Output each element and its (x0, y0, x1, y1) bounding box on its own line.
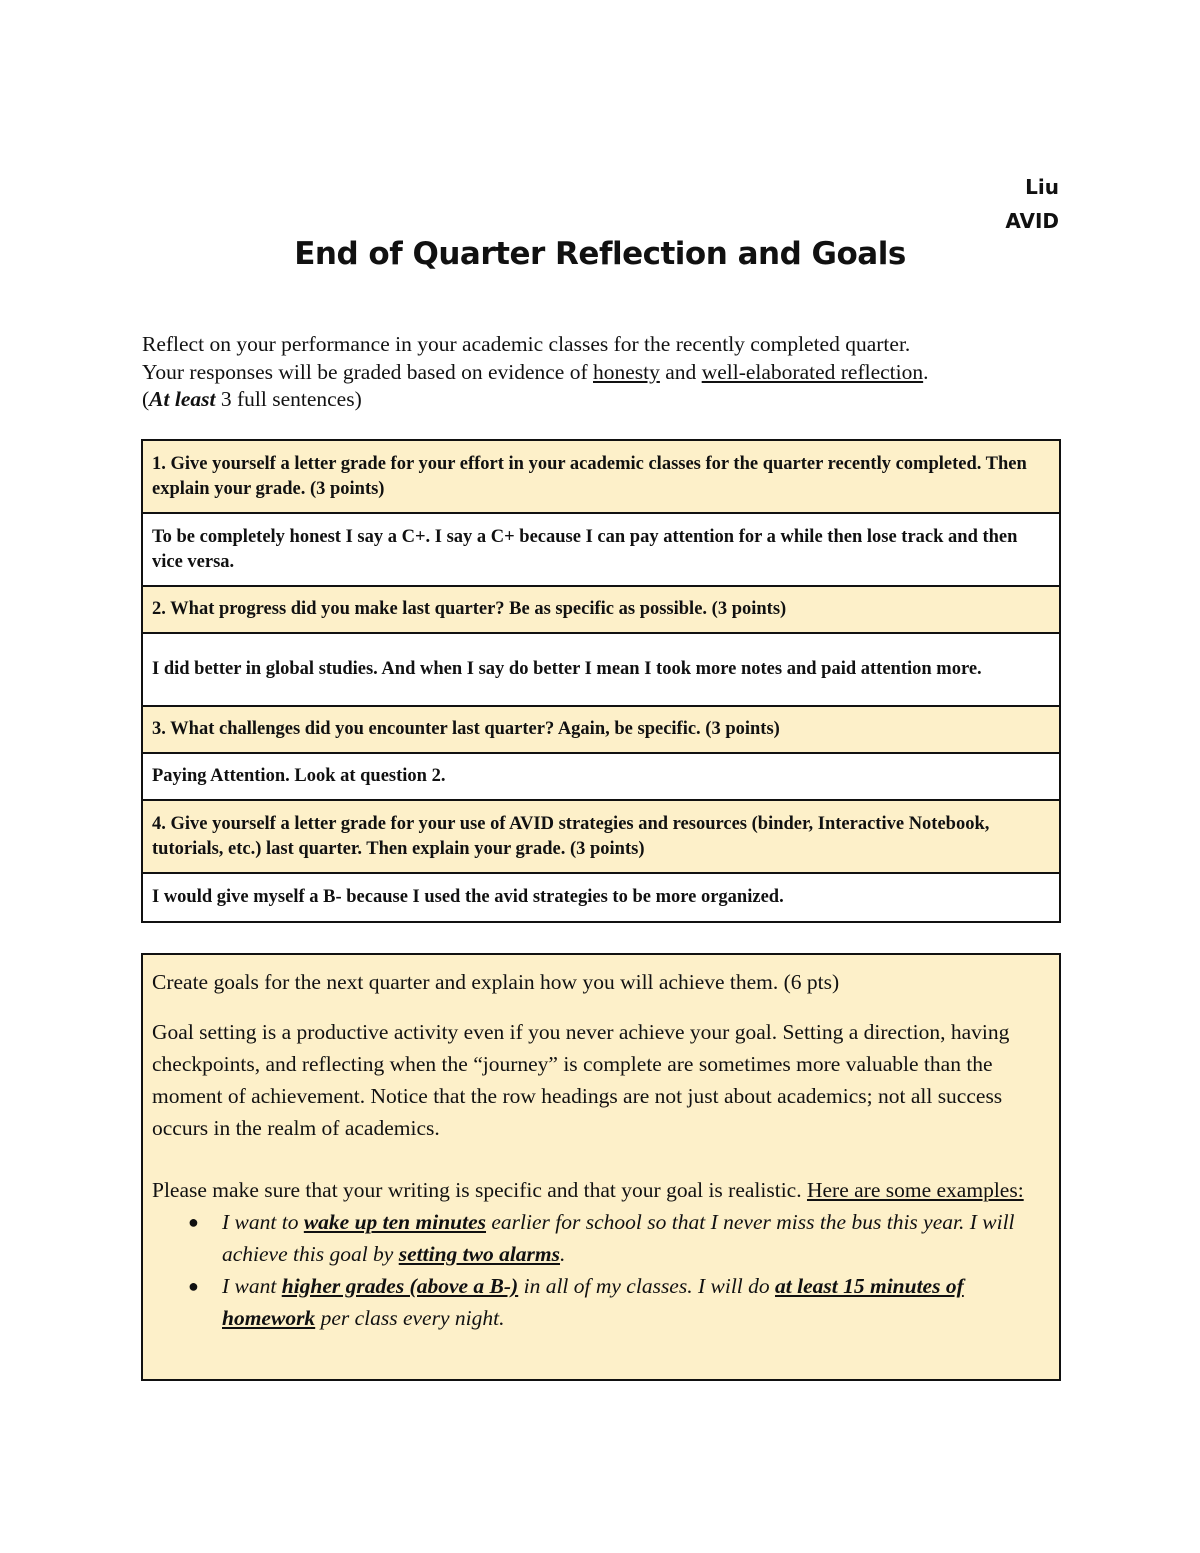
answer-text: To be completely honest I say a C+. I say a C+ because I can pay attention for a while then lose track and then vice versa. (152, 526, 1018, 572)
answer-row-4[interactable] (143, 874, 1059, 921)
goals-box (141, 953, 1061, 1381)
example-emphasis: higher grades (above a B-) (281, 1274, 519, 1298)
reflection-table (141, 439, 1061, 923)
intro-instructions (142, 331, 1072, 414)
question-row-2 (143, 587, 1059, 634)
intro-line-3 (142, 386, 1072, 414)
answer-text: I did better in global studies. And when I say do better I mean I took more notes and paid attention more. (152, 659, 982, 679)
bullet-icon: ● (188, 1276, 199, 1296)
instruction-text: Please make sure that your writing is specific and that your goal is realistic. (152, 1178, 807, 1202)
example-emphasis: at least 15 minutes of homework (222, 1274, 964, 1330)
student-name: Liu (1025, 175, 1059, 199)
intro-text: Your responses will be graded based on evidence of (142, 359, 593, 384)
question-text: 2. What progress did you make last quarter? Be as specific as possible. (3 points) (152, 599, 787, 619)
intro-text: ( (142, 387, 150, 411)
intro-text: and (659, 359, 702, 384)
example-text: . (560, 1242, 566, 1266)
answer-text: Paying Attention. Look at question 2. (152, 766, 446, 786)
honesty-term: honesty (593, 359, 660, 384)
question-row-1 (143, 441, 1059, 514)
question-row-4 (143, 801, 1059, 874)
examples-label: Here are some examples: (806, 1178, 1024, 1202)
examples-list (152, 1206, 1049, 1334)
reflection-term: well-elaborated reflection (701, 359, 924, 384)
example-text: I want (222, 1274, 282, 1298)
answer-row-3[interactable] (143, 754, 1059, 801)
question-text: 4. Give yourself a letter grade for your use of AVID strategies and resources (binder, Interactive Notebook, tutorials, etc.) last quarter. Then explain your grade. (3 points) (152, 813, 990, 859)
question-text: 1. Give yourself a letter grade for your effort in your academic classes for the quarter recently completed. Then explain your grade. (3 points) (152, 453, 1027, 499)
list-item (152, 1206, 1049, 1270)
intro-line-2 (142, 359, 1072, 387)
question-text: 3. What challenges did you encounter last quarter? Again, be specific. (3 points) (152, 719, 780, 739)
example-text: in all of my classes. I will do (518, 1274, 776, 1298)
answer-row-2[interactable] (143, 634, 1059, 707)
example-emphasis: setting two alarms (398, 1242, 561, 1266)
example-text: per class every night. (315, 1306, 505, 1330)
example-emphasis: wake up ten minutes (303, 1210, 487, 1234)
goals-prompt: Create goals for the next quarter and explain how you will achieve them. (6 pts) (152, 970, 840, 994)
list-item (152, 1270, 1049, 1334)
page-title: End of Quarter Reflection and Goals (294, 236, 906, 272)
question-row-3 (143, 707, 1059, 754)
example-text: earlier for school so that I never miss the bus this year. I will achieve this goal by (222, 1210, 1015, 1266)
at-least-term: At least (149, 387, 216, 411)
class-name: AVID (1005, 209, 1059, 233)
bullet-icon: ● (188, 1212, 199, 1232)
intro-line-1: Reflect on your performance in your academic classes for the recently completed quarter. (142, 332, 911, 356)
goals-instruction (152, 1174, 1049, 1206)
answer-text: I would give myself a B- because I used the avid strategies to be more organized. (152, 887, 784, 907)
intro-text: . (923, 359, 929, 384)
example-text: I want to (222, 1210, 304, 1234)
student-header (1005, 170, 1059, 238)
intro-text: 3 full sentences) (215, 387, 362, 411)
goals-paragraph: Goal setting is a productive activity even if you never achieve your goal. Setting a direction, having checkpoints, and reflecting when the “journey” is complete are sometimes more valuable than the moment of achievement. Notice that the row headings are not just about academics; not all success occurs in the realm of academics. (152, 1020, 1010, 1140)
answer-row-1[interactable] (143, 514, 1059, 587)
